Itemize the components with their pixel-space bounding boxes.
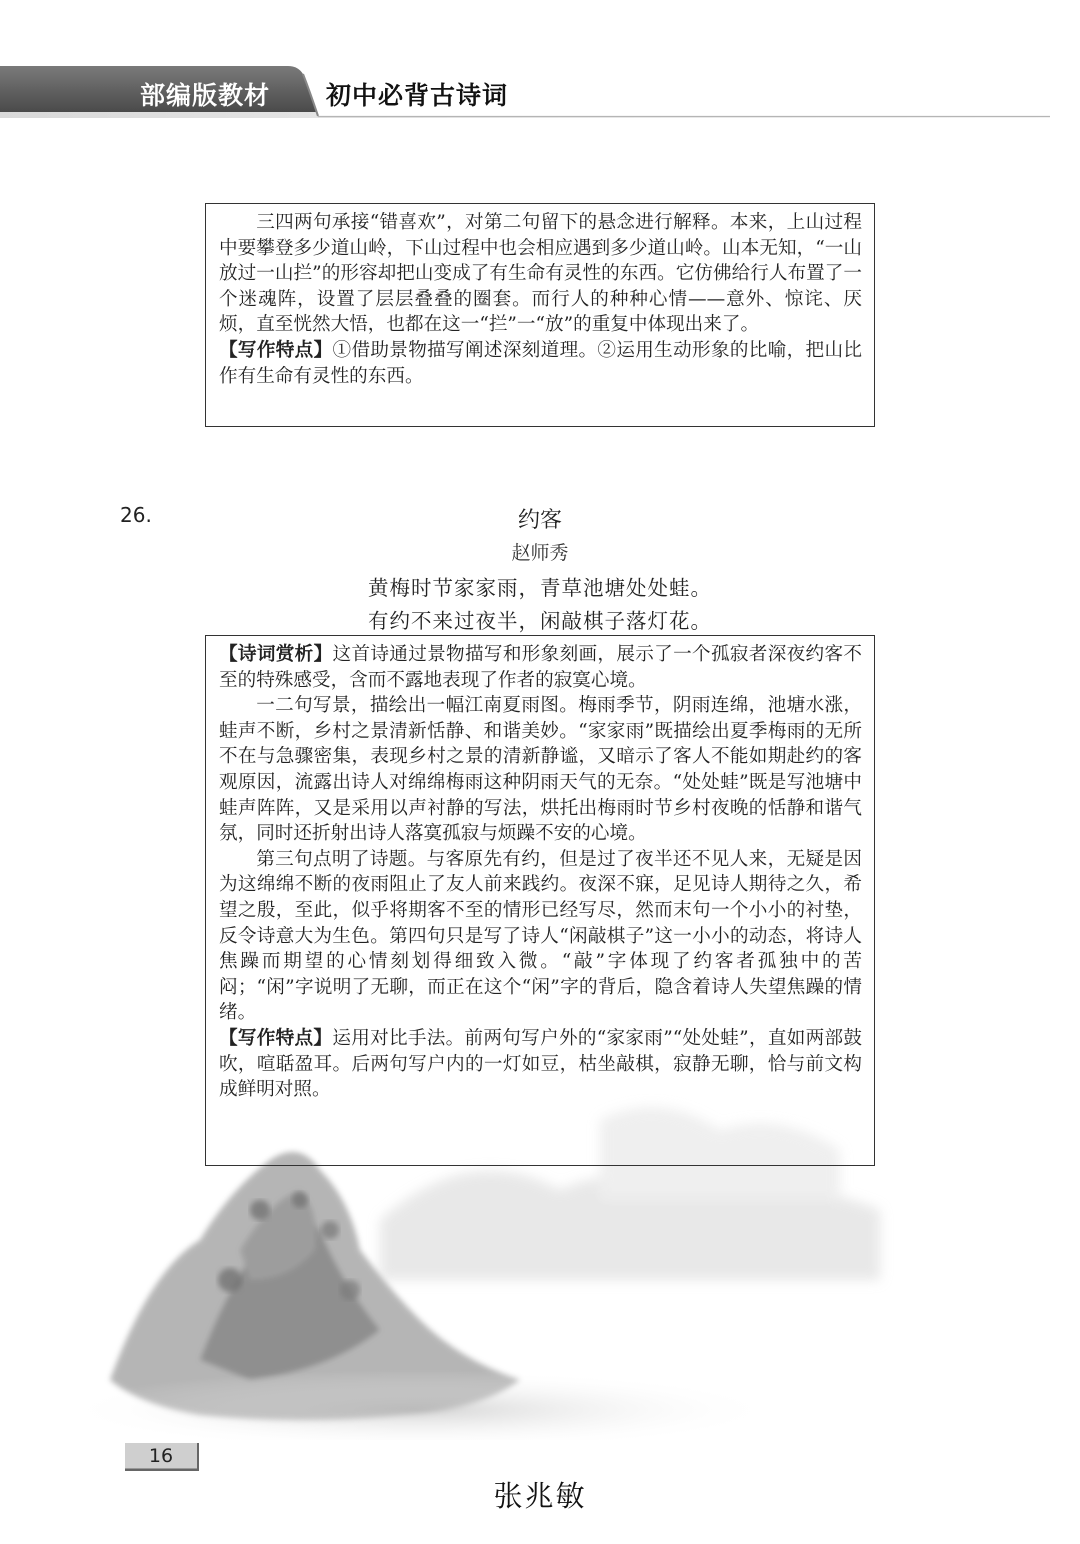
writing-feature-tag: 【写作特点】 (219, 339, 333, 361)
poem-title: 约客 (517, 508, 562, 533)
page-number-underline (125, 1469, 199, 1471)
poem-analysis-text: 这首诗通过景物描写和形象刻画，展示了一个孤寂者深夜约客不至的特殊感受，含而不露地表现了作者的寂寞心境。 (219, 644, 862, 691)
page-header (0, 62, 1080, 122)
analysis-paragraph-2: 一二句写景，描绘出一幅江南夏雨图。梅雨季节，阴雨连绵，池塘水涨，蛙声不断，乡村之景清新恬静、和谐美妙。“家家雨”既描绘出夏季梅雨的无所不在与急骤密集，表现乡村之景的清新静谧，又暗示了客人不能如期赴约的客观原因，流露出诗人对绵绵梅雨这种阴雨天气的无奈。“处处蛙”既是写池塘中蛙声阵阵，又是采用以声衬静的写法，烘托出梅雨时节乡村夜晚的恬静和谐气氛，同时还折射出诗人落寞孤寂与烦躁不安的心境。 (219, 695, 862, 845)
writing-feature-text: ①借助景物描写阐述深刻道理。②运用生动形象的比喻，把山比作有生命有灵性的东西。 (219, 339, 862, 387)
writing-feature-text-2: 运用对比手法。前两句写户外的“家家雨”“处处蛙”，直如两部鼓吹，喧聒盈耳。后两句写户内的一灯如豆，枯坐敲棋，寂静无聊，恰与前文构成鲜明对照。 (219, 1027, 862, 1101)
analysis-box-continued (205, 203, 875, 427)
writing-feature-paragraph (219, 338, 862, 389)
poem-number: 26. (120, 503, 152, 527)
writing-feature-tag-2: 【写作特点】 (219, 1027, 333, 1049)
author-signature: 张兆敏 (493, 1479, 587, 1513)
poem-line-1: 黄梅时节家家雨，青草池塘处处蛙。 (368, 576, 712, 600)
header-series-label: 部编版教材 (140, 81, 271, 110)
page-number-edge (197, 1443, 199, 1471)
analysis-paragraph: 三四两句承接“错喜欢”，对第二句留下的悬念进行解释。本来，上山过程中要攀登多少道山岭，下山过程中也会相应遇到多少道山岭。山本无知，“一山放过一山拦”的形容却把山变成了有生命有灵性的东西。它仿佛给行人布置了一个迷魂阵，设置了层层叠叠的圈套。而行人的种种心情——意外、惊诧、厌烦，直至恍然大悟，也都在这一“拦”一“放”的重复中体现出来了。 (219, 212, 862, 336)
poem-analysis-tag: 【诗词赏析】 (219, 644, 333, 665)
poem-line-2: 有约不来过夜半，闲敲棋子落灯花。 (368, 609, 712, 633)
analysis-intro-paragraph (219, 642, 862, 693)
poem-author: 赵师秀 (511, 542, 569, 564)
analysis-paragraph-3: 第三句点明了诗题。与客原先有约，但是过了夜半还不见人来，无疑是因为这绵绵不断的夜雨阻止了友人前来践约。夜深不寐，足见诗人期待之久，希望之殷，至此，似乎将期客不至的情形已经写尽，然而末句一个小小的衬垫，反令诗意大为生色。第四句只是写了诗人“闲敲棋子”这一小小的动态，将诗人焦躁而期望的心情刻划得细致入微。“敲”字体现了约客者孤独中的苦闷；“闲”字说明了无聊，而正在这个“闲”字的背后，隐含着诗人失望焦躁的情绪。 (219, 848, 862, 1024)
writing-feature-paragraph-2 (219, 1026, 862, 1103)
header-book-title: 初中必背古诗词 (326, 81, 509, 110)
poem-analysis-box (205, 635, 875, 1166)
page-number: 16 (125, 1443, 197, 1469)
